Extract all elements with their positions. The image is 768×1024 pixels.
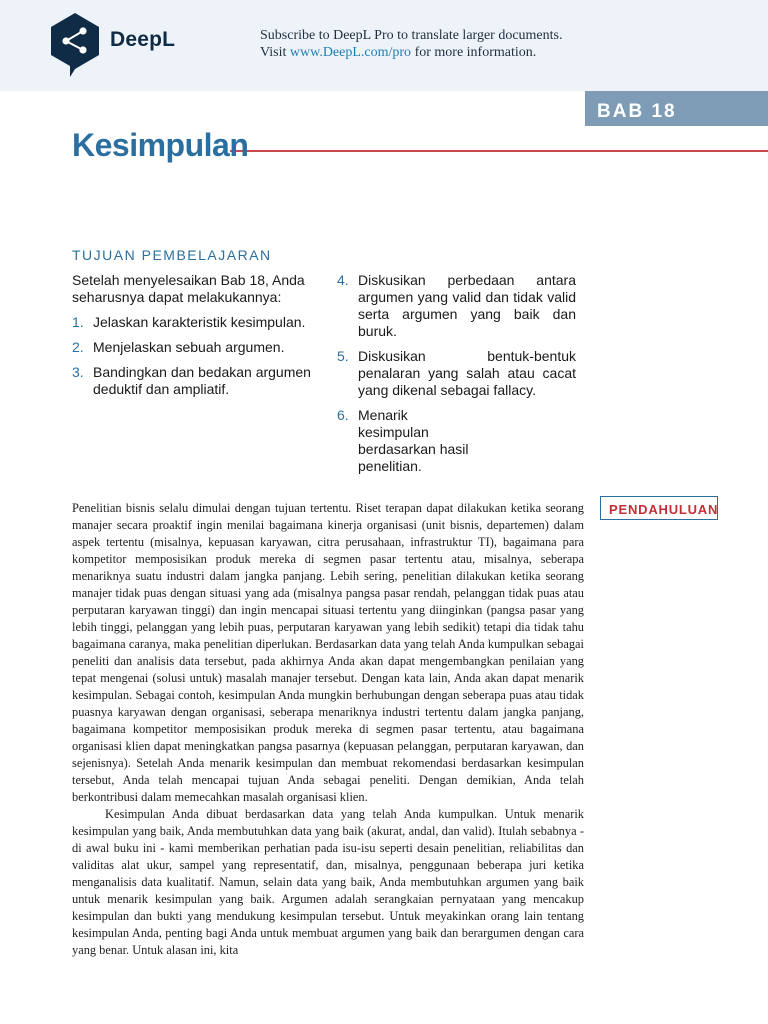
body-paragraph-2: Kesimpulan Anda dibuat berdasarkan data yang telah Anda kumpulkan. Untuk menarik kesimpulan yang baik, Anda membutuhkan data yang baik (akurat, andal, dan valid). Itulah sebabnya - di awal buku ini - kami memberikan perhatian pada isu-isu seperti desain penelitian, reliabilitas dan validitas alat ukur, sampel yang representatif, dan, misalnya, penggunaan beberapa juri ketika menganalisis data kualitatif. Namun, selain data yang baik, Anda membutuhkan argumen yang baik untuk menarik kesimpulan yang baik. Argumen adalah serangkaian pernyataan yang mencakup kesimpulan dan bukti yang mendukung kesimpulan tersebut. Untuk meyakinkan orang lain tentang kesimpulan Anda, penting bagi Anda untuk membuat argumen yang baik dan berargumen dengan cara yang benar. Untuk alasan ini, kita (72, 807, 584, 957)
chapter-title: Kesimpulan (72, 127, 249, 163)
objective-number: 1. (72, 314, 84, 330)
section-label: PENDAHULUAN (609, 502, 719, 517)
objective-text: Jelaskan karakteristik kesimpulan. (93, 314, 306, 330)
objective-text: Menarik kesimpulan berdasarkan hasil penelitian. (358, 407, 469, 474)
deepl-pro-link[interactable]: www.DeepL.com/pro (289, 45, 412, 60)
deepl-logo-icon[interactable] (48, 11, 102, 79)
objective-item (72, 339, 312, 356)
subscribe-line-1: Subscribe to DeepL Pro to translate larger documents. (260, 28, 563, 43)
deepl-banner (0, 0, 768, 91)
objective-text: Bandingkan dan bedakan argumen deduktif dan ampliatif. (93, 364, 311, 397)
objective-text: Menjelaskan sebuah argumen. (93, 339, 285, 355)
visit-suffix: for more information. (411, 45, 537, 60)
objective-item (72, 314, 312, 331)
body-paragraph-1: Penelitian bisnis selalu dimulai dengan tujuan tertentu. Riset terapan dapat dilakukan ketika seorang manajer secara proaktif ingin menilai bagaimana kinerja organisasi (unit bisnis, departemen) dalam aspek tertentu (misalnya, kepuasan karyawan, citra perusahaan, infrastruktur TI), bagaimana para kompetitor memposisikan produk mereka di segmen pasar tertentu atau, misalnya, seberapa menariknya suatu industri dalam jangka panjang. Lebih sering, penelitian dilakukan ketika seorang manajer tidak puas dengan situasi yang ada (misalnya pangsa pasar rendah, pelanggan tidak puas atau perputaran karyawan tinggi) dan ingin mencapai situasi tertentu yang diinginkan (pangsa pasar yang lebih tinggi, pelanggan yang lebih puas, perputaran karyawan yang lebih sedikit) tetapi dia tidak tahu bagaimana caranya, maka penelitian diperlukan. Berdasarkan data yang telah Anda kumpulkan sebagai peneliti dan analisis data tersebut, pada akhirnya Anda akan dapat mengembangkan penilaian yang tepat mengenai (solusi untuk) masalah manajer tersebut. Dengan kata lain, Anda akan dapat menarik kesimpulan. Sebagai contoh, kesimpulan Anda mungkin berhubungan dengan seberapa puas atau tidak puasnya karyawan dengan organisasi, seberapa menariknya industri tertentu dalam jangka panjang, bagaimana kompetitor memposisikan produk mereka di segmen pasar tertentu, atau bagaimana organisasi klien dapat meningkatkan pangsa pasarnya (kepuasan pelanggan, perputaran karyawan, dan sejenisnya). Setelah Anda menarik kesimpulan dan membuat rekomendasi berdasarkan kesimpulan tersebut, Anda telah mencapai tujuan Anda sebagai peneliti. Dengan demikian, Anda telah berkontribusi dalam memecahkan masalah organisasi klien. (72, 501, 584, 804)
body-text (72, 500, 584, 959)
subscribe-message (260, 27, 562, 61)
objective-text: Diskusikan perbedaan antara argumen yang valid dan tidak valid serta argumen yang baik dan buruk. (358, 272, 576, 339)
objective-item (337, 407, 576, 475)
visit-prefix: Visit (260, 45, 290, 60)
objectives-left-column (72, 272, 312, 406)
objectives-right-column (337, 272, 576, 483)
objective-item (337, 348, 576, 399)
chapter-label: BAB 18 (597, 101, 677, 122)
objective-number: 3. (72, 364, 84, 380)
subscribe-line-2 (260, 44, 562, 61)
objective-number: 2. (72, 339, 84, 355)
objective-item (72, 364, 312, 398)
chapter-title-rule (230, 150, 768, 152)
objective-number: 5. (337, 348, 349, 364)
objective-item (337, 272, 576, 340)
objective-number: 4. (337, 272, 349, 288)
objective-text: Diskusikan bentuk-bentuk penalaran yang salah atau cacat yang dikenal sebagai fallacy. (358, 348, 576, 398)
deepl-brand-name[interactable]: DeepL (110, 28, 176, 51)
objectives-heading: TUJUAN PEMBELAJARAN (72, 247, 272, 263)
objective-number: 6. (337, 407, 349, 423)
objectives-intro: Setelah menyelesaikan Bab 18, Anda seharusnya dapat melakukannya: (72, 272, 305, 305)
